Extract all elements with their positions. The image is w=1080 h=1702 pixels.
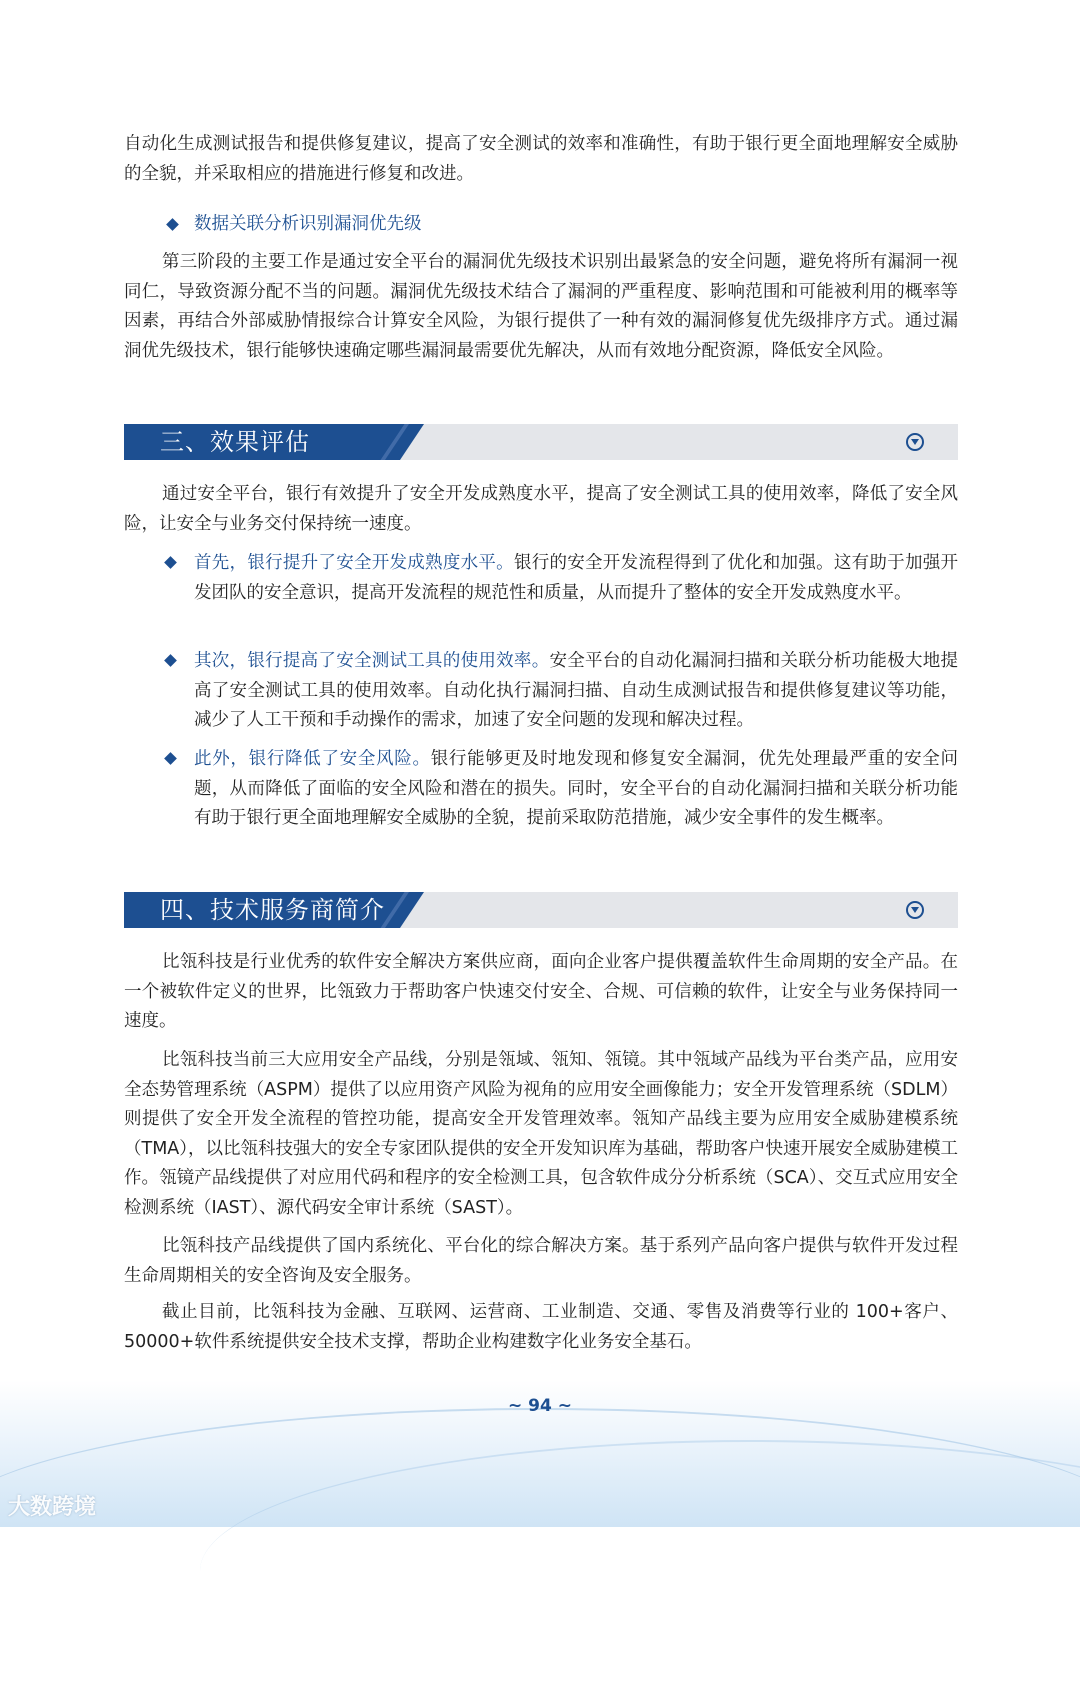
section-header-4 <box>124 892 958 928</box>
chevron-circle-icon <box>906 433 924 451</box>
diamond-bullet-icon <box>166 218 179 231</box>
section-title: 四、技术服务商简介 <box>160 896 385 924</box>
diamond-bullet-icon <box>164 752 177 765</box>
watermark: 大数跨境 <box>8 1495 97 1520</box>
section3-intro: 通过安全平台，银行有效提升了安全开发成熟度水平，提高了安全测试工具的使用效率，降低了安全风险，让安全与业务交付保持统一速度。 <box>124 484 958 534</box>
list-item: 其次，银行提高了安全测试工具的使用效率。安全平台的自动化漏洞扫描和关联分析功能极大地提高了安全测试工具的使用效率。自动化执行漏洞扫描、自动生成测试报告和提供修复建议等功能，减少了人工干预和手动操作的需求，加速了安全问题的发现和解决过程。 <box>194 647 958 736</box>
stage3-paragraph: 第三阶段的主要工作是通过安全平台的漏洞优先级技术识别出最紧急的安全问题，避免将所有漏洞一视同仁，导致资源分配不当的问题。漏洞优先级技术结合了漏洞的严重程度、影响范围和可能被利用的概率等因素，再结合外部威胁情报综合计算安全风险，为银行提供了一种有效的漏洞修复优先级排序方式。通过漏洞优先级技术，银行能够快速确定哪些漏洞最需要优先解决，从而有效地分配资源，降低安全风险。 <box>124 252 958 361</box>
diamond-bullet-icon <box>164 556 177 569</box>
section4-paragraph: 截止目前，比瓴科技为金融、互联网、运营商、工业制造、交通、零售及消费等行业的 100+客户、50000+软件系统提供安全技术支撑，帮助企业构建数字化业务安全基石。 <box>124 1302 958 1352</box>
section4-paragraph: 比瓴科技产品线提供了国内系统化、平台化的综合解决方案。基于系列产品向客户提供与软件开发过程生命周期相关的安全咨询及安全服务。 <box>124 1236 958 1286</box>
section4-paragraph: 比瓴科技当前三大应用安全产品线，分别是瓴域、瓴知、瓴镜。其中瓴域产品线为平台类产品，应用安全态势管理系统（ASPM）提供了以应用资产风险为视角的应用安全画像能力；安全开发管理系统（SDLM）则提供了安全开发全流程的管控功能，提高安全开发管理效率。瓴知产品线主要为应用安全威胁建模系统（TMA），以比瓴科技强大的安全专家团队提供的安全开发知识库为基础，帮助客户快速开展安全威胁建模工作。瓴镜产品线提供了对应用代码和程序的安全检测工具，包含软件成分分析系统（SCA）、交互式应用安全检测系统（IAST）、源代码安全审计系统（SAST）。 <box>124 1050 959 1218</box>
section-header-3 <box>124 424 958 460</box>
section4-paragraph: 比瓴科技是行业优秀的软件安全解决方案供应商，面向企业客户提供覆盖软件生命周期的安全产品。在一个被软件定义的世界，比瓴致力于帮助客户快速交付安全、合规、可信赖的软件，让安全与业务保持同一速度。 <box>124 952 958 1031</box>
page-number: ~ 94 ~ <box>508 1396 572 1416</box>
list-item: 首先，银行提升了安全开发成熟度水平。银行的安全开发流程得到了优化和加强。这有助于加强开发团队的安全意识，提高开发流程的规范性和质量，从而提升了整体的安全开发成熟度水平。 <box>194 549 958 608</box>
list-item: 此外，银行降低了安全风险。银行能够更及时地发现和修复安全漏洞，优先处理最严重的安全问题，从而降低了面临的安全风险和潜在的损失。同时，安全平台的自动化漏洞扫描和关联分析功能有助于银行更全面地理解安全威胁的全貌，提前采取防范措施，减少安全事件的发生概率。 <box>194 745 958 834</box>
intro-paragraph: 自动化生成测试报告和提供修复建议，提高了安全测试的效率和准确性，有助于银行更全面地理解安全威胁的全貌，并采取相应的措施进行修复和改进。 <box>124 134 958 184</box>
subheading-text: 数据关联分析识别漏洞优先级 <box>194 214 422 234</box>
section-title: 三、效果评估 <box>160 428 310 456</box>
chevron-circle-icon <box>906 901 924 919</box>
diamond-bullet-icon <box>164 654 177 667</box>
